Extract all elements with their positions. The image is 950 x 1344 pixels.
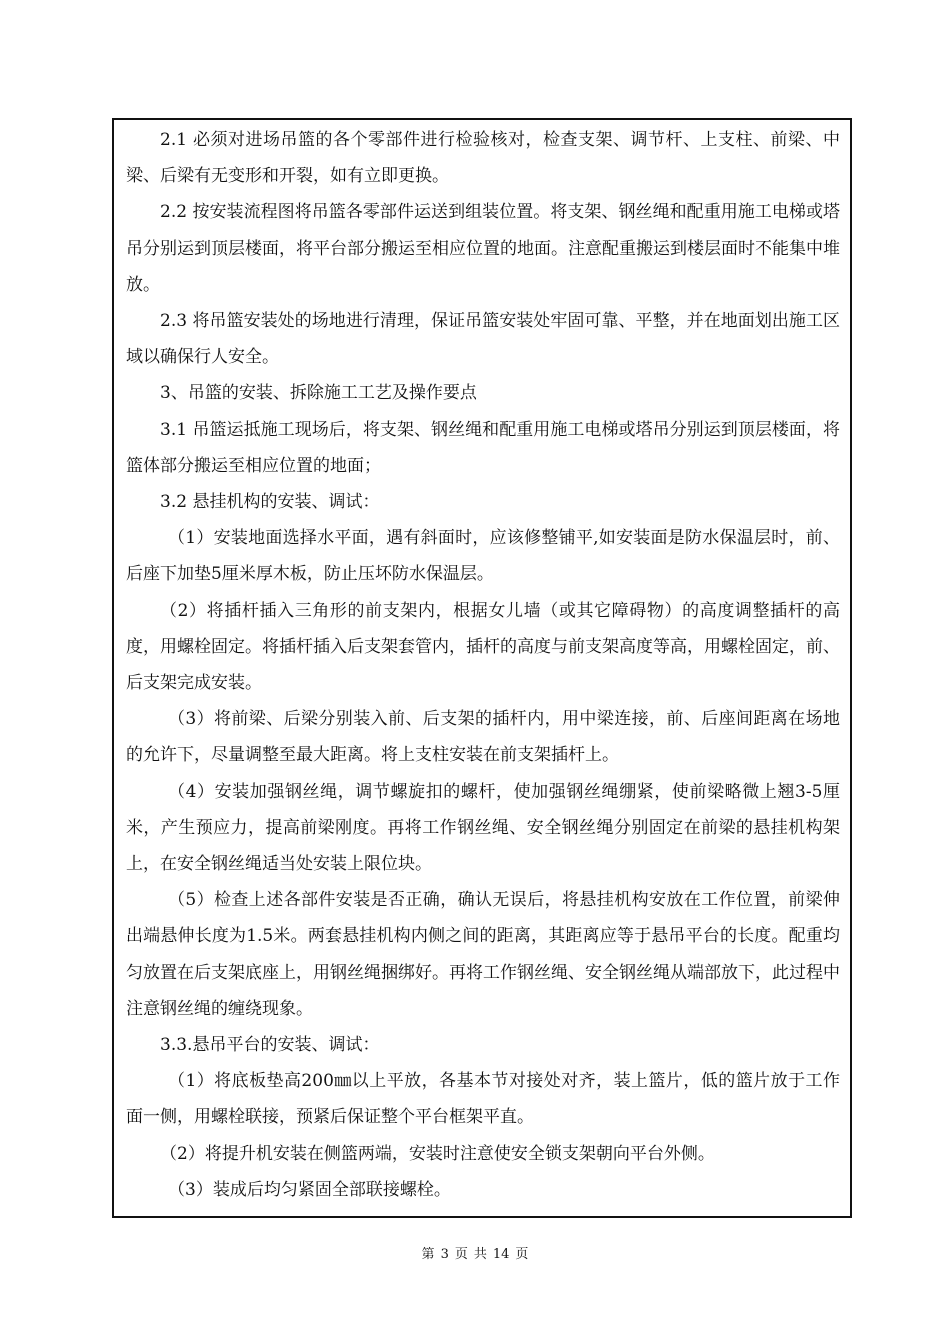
- paragraph-3-2-item-2: （2）将插杆插入三角形的前支架内，根据女儿墙（或其它障碍物）的高度调整插杆的高度，用螺栓固定。将插杆插入后支架套管内，插杆的高度与前支架高度等高，用螺栓固定，前、后支架完成安装。: [126, 600, 840, 694]
- footer-page-word: 页: [454, 1247, 468, 1262]
- paragraph-3-2-item-1: （1）安装地面选择水平面，遇有斜面时，应该修整铺平,如安装面是防水保温层时，前、后座下加垫5厘米厚木板，防止压坏防水保温层。: [126, 528, 840, 585]
- footer-suffix: 页: [515, 1247, 529, 1262]
- paragraph-3-2-item-5: （5）检查上述各部件安装是否正确，确认无误后，将悬挂机构安放在工作位置，前梁伸出端悬伸长度为1.5米。两套悬挂机构内侧之间的距离，其距离应等于悬吊平台的长度。配重均匀放置在后支架底座上，用钢丝绳捆绑好。再将工作钢丝绳、安全钢丝绳从端部放下，此过程中注意钢丝绳的缠绕现象。: [126, 890, 840, 1019]
- paragraph-2-1: 2.1 必须对进场吊篮的各个零部件进行检验核对，检查支架、调节杆、上支柱、前梁、中梁、后梁有无变形和开裂，如有立即更换。: [126, 130, 840, 187]
- paragraph-3-3-item-1: （1）将底板垫高200㎜以上平放，各基本节对接处对齐，装上篮片，低的篮片放于工作面一侧，用螺栓联接，预紧后保证整个平台框架平直。: [126, 1071, 840, 1128]
- paragraph-2-2: 2.2 按安装流程图将吊篮各零部件运送到组装位置。将支架、钢丝绳和配重用施工电梯或塔吊分别运到顶层楼面，将平台部分搬运至相应位置的地面。注意配重搬运到楼层面时不能集中堆放。: [126, 202, 840, 295]
- footer-total-pages: 14: [492, 1247, 510, 1262]
- paragraph-3-2-item-3: （3）将前梁、后梁分别装入前、后支架的插杆内，用中梁连接，前、后座间距离在场地的允许下，尽量调整至最大距离。将上支柱安装在前支架插杆上。: [126, 709, 840, 766]
- paragraph-2-3: 2.3 将吊篮安装处的场地进行清理，保证吊篮安装处牢固可靠、平整，并在地面划出施工区域以确保行人安全。: [126, 311, 840, 368]
- subheading-3-2: 3.2 悬挂机构的安装、调试：: [160, 492, 380, 513]
- paragraph-3-1: 3.1 吊篮运抵施工现场后，将支架、钢丝绳和配重用施工电梯或塔吊分别运到顶层楼面，将篮体部分搬运至相应位置的地面；: [126, 419, 840, 476]
- page-footer: [0, 1246, 950, 1264]
- paragraph-3-3-item-3: （3）装成后均匀紧固全部联接螺栓。: [168, 1179, 451, 1200]
- footer-total-prefix: 共: [473, 1247, 487, 1262]
- paragraph-3-3-item-2: （2）将提升机安装在侧篮两端，安装时注意使安全锁支架朝向平台外侧。: [160, 1143, 715, 1164]
- footer-prefix: 第: [421, 1247, 435, 1262]
- paragraph-3-2-item-4: （4）安装加强钢丝绳，调节螺旋扣的螺杆，使加强钢丝绳绷紧，使前梁略微上翘3-5厘米，产生预应力，提高前梁刚度。再将工作钢丝绳、安全钢丝绳分别固定在前梁的悬挂机构架上，在安全钢丝绳适当处安装上限位块。: [126, 781, 840, 875]
- footer-current-page: 3: [440, 1247, 449, 1262]
- section-heading-3: 3、吊篮的安装、拆除施工工艺及操作要点: [160, 383, 477, 404]
- subheading-3-3: 3.3.悬吊平台的安装、调试：: [160, 1035, 380, 1056]
- document-frame: [112, 118, 852, 1218]
